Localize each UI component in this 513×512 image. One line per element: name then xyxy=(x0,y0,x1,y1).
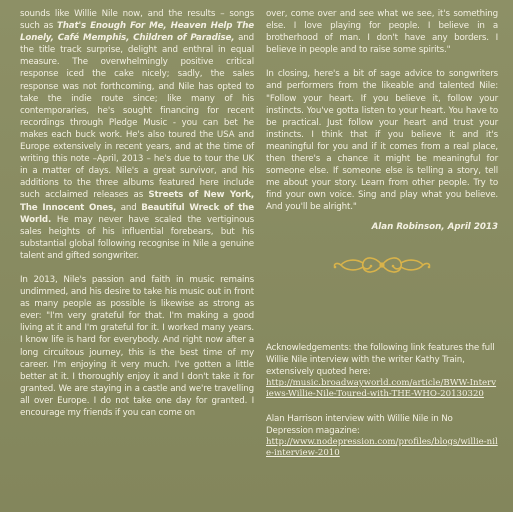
right-paragraph-2: In closing, here's a bit of sage advice to songwriters and performers from the likeable and talented Nile: "Follow your heart. If you believe it, follow your instincts. You've gotta listen to your heart. You have to be practical. Just follow your heart and trust your instincts. I think that if you believe it and it's meaningful for you and if it comes from a real place, then there's a chance it might be meaningful for someone else. If someone else is telling a story, tell me about your story. Learn from other people. Try to find your own voice. Sing and play what you believe. And you'll be alright." xyxy=(266,69,498,213)
left-paragraph-1 xyxy=(20,8,254,262)
album-titles: Streets of New York, The Innocent Ones, xyxy=(20,190,254,213)
right-column xyxy=(266,8,498,460)
acknowledgements xyxy=(266,342,498,460)
text-run: He may never have scaled the vertiginous sales heights of his influential forebears, but his substantial global following recognise in Nile a genuine talent and gifted songwriter. xyxy=(20,214,254,261)
interview-link-2[interactable]: http://www.nodepression.com/profiles/blogs/willie-nile-interview-2010 xyxy=(266,436,498,459)
text-run: and the title track surprise, delight and enthral in equal measure. The overwhelmingly positive critical response iced the cake nicely; sadly, the sales response was not forthcoming, and Nile has opted to take the indie route since; like many of his contemporaries, he's sought financing for recent recordings through Pledge Music - you can bet he makes each buck work. He's also toured the USA and Europe extensively in recent years, and at the time of writing this note –April, 2013 – he's due to tour the UK in a matter of days. Nile's a great survivor, and his additions to the three albums featured here include such acclaimed releases as xyxy=(20,33,254,201)
ack-text-2: Alan Harrison interview with Willie Nile in No Depression magazine: xyxy=(266,413,453,436)
text-run: sounds like Willie Nile now, and the results – songs such as xyxy=(20,9,254,32)
song-titles: That's Enough For Me, Heaven Help The Lonely, Café Memphis, Children of Paradise, xyxy=(20,21,254,44)
scroll-flourish-icon xyxy=(327,252,437,278)
text-run: and xyxy=(116,202,142,213)
left-column xyxy=(20,8,254,419)
right-paragraph-1: over, come over and see what we see, it's something else. I love playing for people. I believe in a brotherhood of man. I don't have any borders. I believe in people and to raise some spirits." xyxy=(266,9,498,56)
signature: Alan Robinson, April 2013 xyxy=(371,221,498,232)
interview-link-1[interactable]: http://music.broadwayworld.com/article/BWW-Interviews-Willie-Nile-Toured-with-THE-WHO-20130320 xyxy=(266,377,497,400)
ack-text-1: Acknowledgements: the following link features the full Willie Nile interview with the writer Kathy Train, extensively quoted here: xyxy=(266,342,495,377)
album-title: Beautiful Wreck of the World. xyxy=(20,202,254,225)
spacer xyxy=(266,278,498,342)
left-paragraph-2: In 2013, Nile's passion and faith in music remains undimmed, and his desire to take his music out in front as many people as possible is likewise as strong as ever: "I'm very grateful for that. I'm making a good living at it and I'm grateful for it. I worked many years. I know life is hard for everybody. And right now after a long circuitous journey, this is the best time of my career. I'm enjoying it very much. I've gotten a little better at it. I thoroughly enjoy it and I don't take it for granted. We are staying in a castle and we're travelling all over Europe. I do not take one day for granted. I encourage my friends if you can come on xyxy=(20,274,254,418)
